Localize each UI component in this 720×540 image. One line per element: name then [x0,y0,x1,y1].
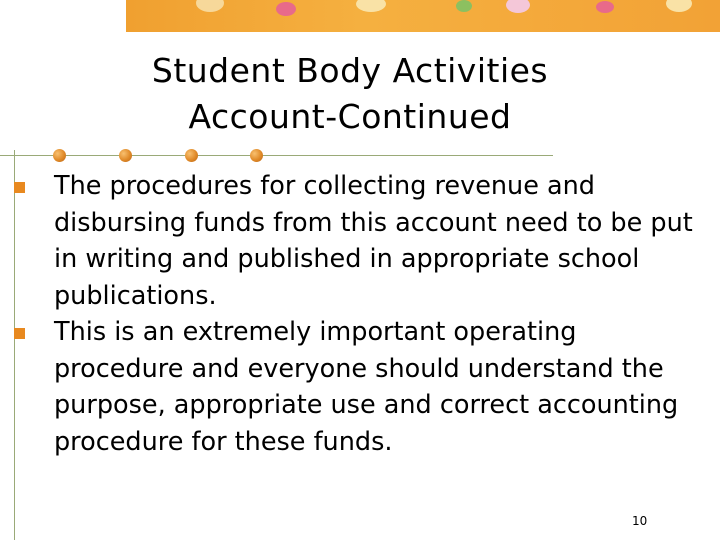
flower-decoration [196,0,224,12]
slide-title-line-2: Account-Continued [188,97,512,136]
bullet-text: This is an extremely important operating procedure and everyone should understand the purpose, appropriate use and correct accounting procedure for these funds. [54,317,679,457]
bullet-text: The procedures for collecting revenue and disbursing funds from this account need to be put in writing and published in appropriate school publications. [54,171,693,311]
rivet-decoration [53,149,66,162]
vertical-rule [14,150,15,540]
slide-title-line-1: Student Body Activities [151,51,549,90]
rivet-decoration [185,149,198,162]
slide-title [60,48,640,140]
flower-decoration [596,1,614,13]
square-bullet-icon [14,328,25,339]
flower-decoration [506,0,530,13]
flower-decoration [456,0,472,12]
flower-decoration [276,2,296,16]
bullet-item [54,168,704,314]
flower-decoration [666,0,692,12]
bullet-list [54,168,704,460]
bullet-item [54,314,704,460]
square-bullet-icon [14,182,25,193]
flower-decoration [356,0,386,12]
decorative-floral-banner [126,0,720,32]
rivet-decoration [119,149,132,162]
rivet-decoration [250,149,263,162]
horizontal-rule [0,155,553,156]
page-number: 10 [632,514,648,528]
